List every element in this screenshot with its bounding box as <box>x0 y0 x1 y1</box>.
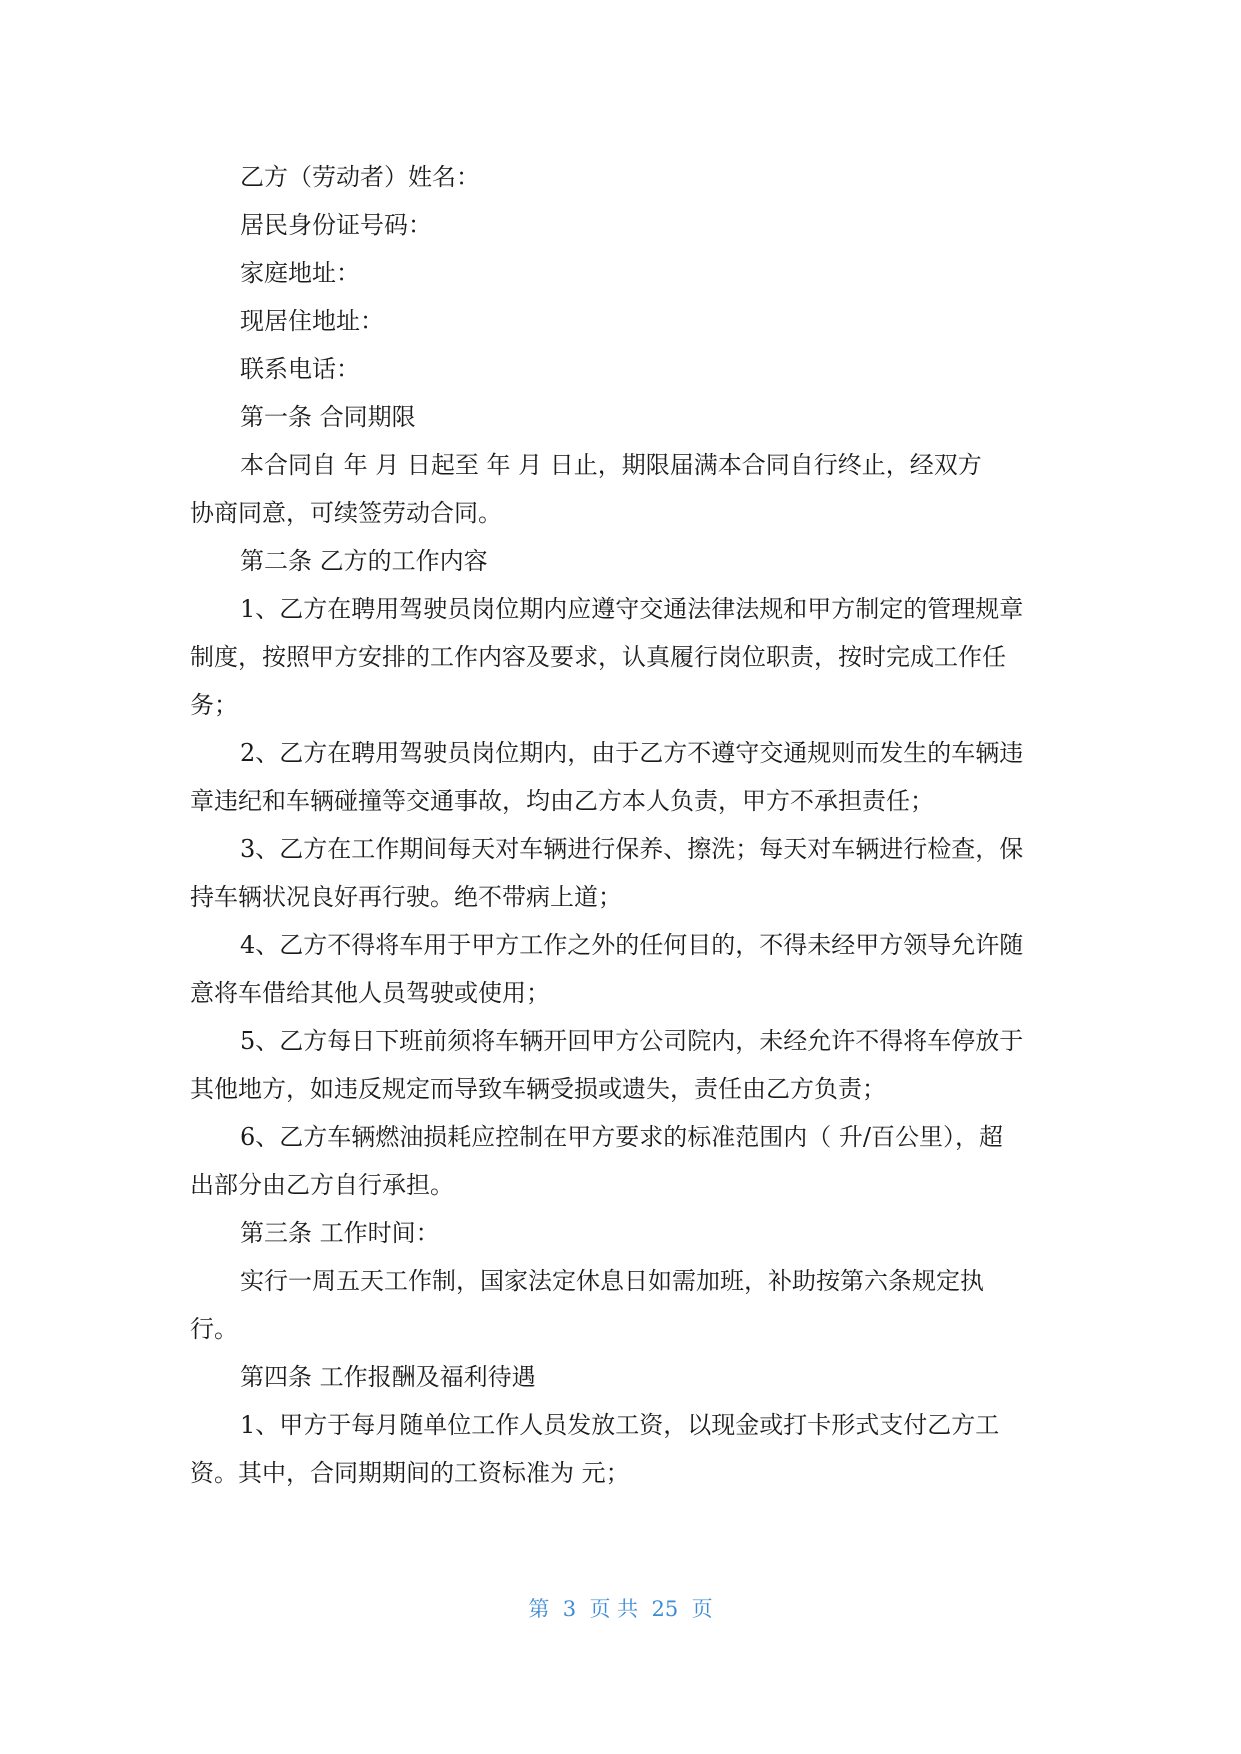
text-line: 第二条 乙方的工作内容 <box>240 547 488 575</box>
text-line: 务； <box>190 691 238 719</box>
text-line: 6、乙方车辆燃油损耗应控制在甲方要求的标准范围内（ 升/百公里），超 <box>240 1123 1003 1151</box>
text-line: 第四条 工作报酬及福利待遇 <box>240 1363 536 1391</box>
text-line: 意将车借给其他人员驾驶或使用； <box>190 979 550 1007</box>
text-line: 本合同自 年 月 日起至 年 月 日止，期限届满本合同自行终止，经双方 <box>240 451 982 479</box>
text-line: 2、乙方在聘用驾驶员岗位期内，由于乙方不遵守交通规则而发生的车辆违 <box>240 739 1024 767</box>
text-line: 4、乙方不得将车用于甲方工作之外的任何目的，不得未经甲方领导允许随 <box>240 931 1024 959</box>
page-number-footer: 第 3 页 共 25 页 <box>528 1597 713 1621</box>
text-line: 1、乙方在聘用驾驶员岗位期内应遵守交通法律法规和甲方制定的管理规章 <box>240 595 1024 623</box>
text-line: 章违纪和车辆碰撞等交通事故，均由乙方本人负责，甲方不承担责任； <box>190 787 934 815</box>
text-line: 出部分由乙方自行承担。 <box>190 1171 454 1199</box>
text-line: 家庭地址： <box>240 259 360 287</box>
text-line: 其他地方，如违反规定而导致车辆受损或遗失，责任由乙方负责； <box>190 1075 886 1103</box>
text-line: 现居住地址： <box>240 307 384 335</box>
text-line: 联系电话： <box>240 355 360 383</box>
text-line: 1、甲方于每月随单位工作人员发放工资，以现金或打卡形式支付乙方工 <box>240 1411 1000 1439</box>
text-line: 3、乙方在工作期间每天对车辆进行保养、擦洗；每天对车辆进行检查，保 <box>240 835 1024 863</box>
text-line: 第一条 合同期限 <box>240 403 416 431</box>
text-line: 5、乙方每日下班前须将车辆开回甲方公司院内，未经允许不得将车停放于 <box>240 1027 1024 1055</box>
text-line: 制度，按照甲方安排的工作内容及要求，认真履行岗位职责，按时完成工作任 <box>190 643 1006 671</box>
text-line: 协商同意，可续签劳动合同。 <box>190 499 502 527</box>
text-line: 实行一周五天工作制，国家法定休息日如需加班，补助按第六条规定执 <box>240 1267 984 1295</box>
text-line: 乙方（劳动者）姓名： <box>240 163 480 191</box>
text-line: 第三条 工作时间： <box>240 1219 440 1247</box>
text-line: 居民身份证号码： <box>240 211 432 239</box>
text-line: 持车辆状况良好再行驶。绝不带病上道； <box>190 883 622 911</box>
document-body <box>190 153 1052 1497</box>
text-line: 资。其中，合同期期间的工资标准为 元； <box>190 1459 630 1487</box>
text-line: 行。 <box>190 1315 238 1343</box>
